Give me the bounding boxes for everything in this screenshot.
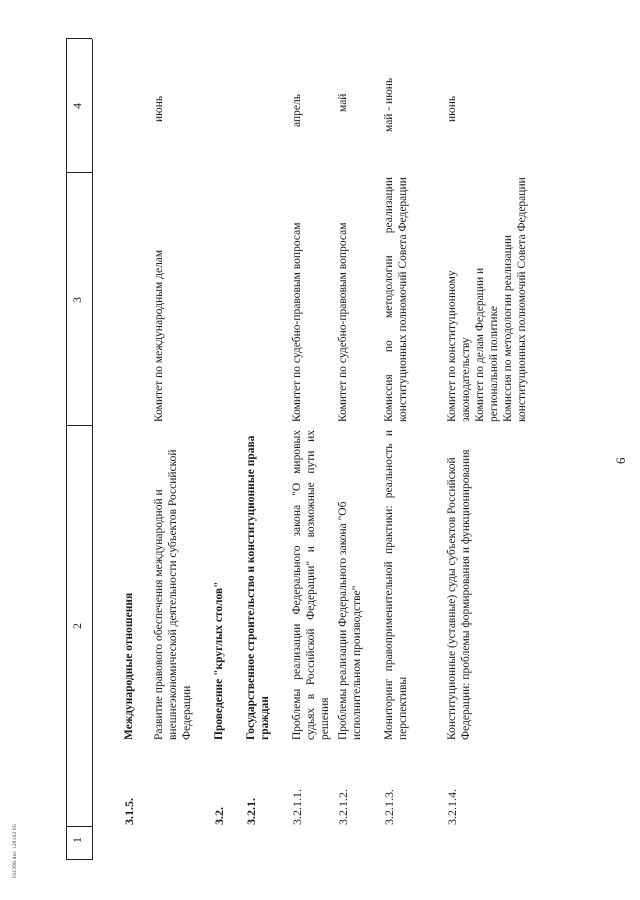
row-number: 3.2.1.1.: [290, 789, 304, 825]
row-number: 3.2.1.4.: [445, 789, 459, 825]
row-description: Мониторинг правоприменительной практики: реальность и перспективы: [383, 430, 409, 740]
row-description: Развитие правового обеспечения международной и внешнеэкономической деятельности субъектов Российской Федерации: [153, 449, 193, 740]
row-responsible: Комиссия по методологии реализации конституционных полномочий Совета Федерации: [502, 177, 528, 422]
table-right-line: [66, 38, 92, 39]
row-period: июнь: [153, 95, 165, 122]
column-header-1: 1: [70, 837, 84, 843]
row-title: Международные отношения: [123, 592, 135, 740]
column-header-2: 2: [70, 623, 84, 629]
row-description: Проблемы реализации Федерального закона "О мировых судьях в Российской Федерации" и возможные пути их решения: [291, 430, 331, 740]
header-divider-3: [66, 172, 92, 173]
row-number: 3.1.5.: [122, 798, 136, 825]
row-responsible: Комитет по конституционному законодательству: [446, 270, 472, 422]
row-responsible: Комитет по делам Федерации и региональной политике: [474, 267, 500, 422]
column-header-3: 3: [70, 297, 84, 303]
table-left-line: [66, 859, 92, 860]
row-responsible: Комиссия по методологии реализации конституционных полномочий Совета Федерации: [383, 177, 409, 422]
page-number: 6: [613, 457, 628, 464]
row-description: Конституционные (уставные) суды субъектов Российской Федерации: проблемы формирования и функционирования: [446, 449, 472, 740]
row-number: 3.2.: [212, 807, 226, 825]
row-period: апрель: [291, 94, 303, 127]
row-description: Проблемы реализации Федерального закона "Об исполнительном производстве": [337, 501, 363, 740]
row-period: июнь: [446, 95, 458, 122]
row-responsible: Комитет по международным делам: [153, 249, 165, 422]
row-number: 3.2.1.: [244, 798, 258, 825]
document-code: ISIЭ96.doc 120102 65: [12, 824, 18, 878]
column-header-4: 4: [70, 103, 84, 109]
row-title: Государственное строительство и конституционные права граждан: [245, 435, 271, 740]
row-period: май - июнь: [383, 77, 395, 132]
row-responsible: Комитет по судебно-правовым вопросам: [291, 222, 303, 422]
row-number: 3.2.1.2.: [336, 789, 350, 825]
row-period: май: [337, 93, 349, 112]
header-divider-2: [66, 425, 92, 426]
header-bottom-line: [92, 39, 93, 860]
header-divider-1: [66, 826, 92, 827]
row-responsible: Комитет по судебно-правовым вопросам: [337, 222, 349, 422]
row-number: 3.2.1.3.: [382, 789, 396, 825]
row-title: Проведение "круглых столов": [213, 581, 225, 740]
table-top-line: [66, 39, 67, 860]
